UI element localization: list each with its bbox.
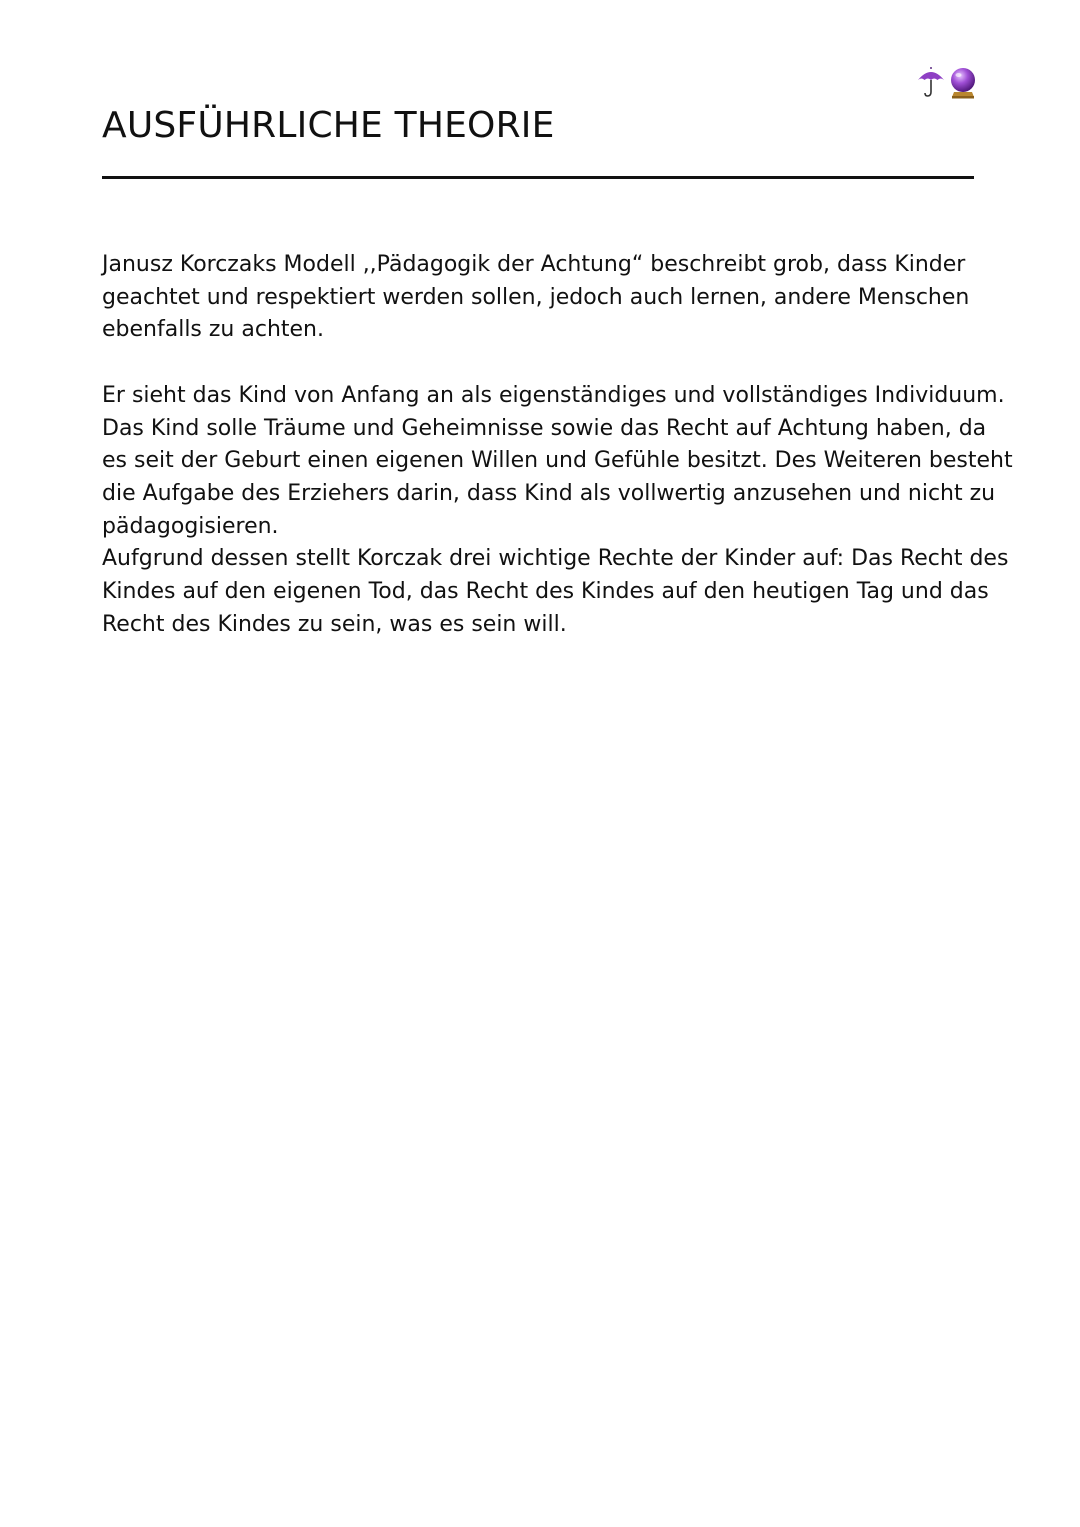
title-divider <box>102 176 974 179</box>
text-line: Aufgrund dessen stellt Korczak drei wichtige Rechte der Kinder auf: Das Recht des <box>102 546 1009 572</box>
paragraph-child-view <box>102 380 1013 544</box>
text-line: Das Kind solle Träume und Geheimnisse sowie das Recht auf Achtung haben, da <box>102 415 987 441</box>
text-line: ebenfalls zu achten. <box>102 317 324 343</box>
text-line: pädagogisieren. <box>102 513 279 539</box>
paragraph-spacer <box>102 347 992 380</box>
body-text <box>102 249 1013 641</box>
umbrella-icon <box>916 66 946 98</box>
text-line: Recht des Kindes zu sein, was es sein will. <box>102 611 567 637</box>
paragraph-rights <box>102 543 1009 641</box>
text-line: Kindes auf den eigenen Tod, das Recht des Kindes auf den heutigen Tag und das <box>102 579 989 605</box>
text-line: die Aufgabe des Erziehers darin, dass Kind als vollwertig anzusehen und nicht zu <box>102 480 996 506</box>
page-title: AUSFÜHRLICHE THEORIE <box>102 105 555 146</box>
header-icons <box>916 66 980 102</box>
text-line: geachtet und respektiert werden sollen, jedoch auch lernen, andere Menschen <box>102 284 970 310</box>
text-line: Janusz Korczaks Modell ,,Pädagogik der Achtung“ beschreibt grob, dass Kinder <box>102 252 966 277</box>
text-line: Er sieht das Kind von Anfang an als eigenständiges und vollständiges Individuum. <box>102 382 1005 408</box>
paragraph-intro <box>102 249 992 347</box>
text-line: es seit der Geburt einen eigenen Willen und Gefühle besitzt. Des Weiteren besteht <box>102 448 1013 474</box>
crystal-ball-icon <box>946 66 980 102</box>
